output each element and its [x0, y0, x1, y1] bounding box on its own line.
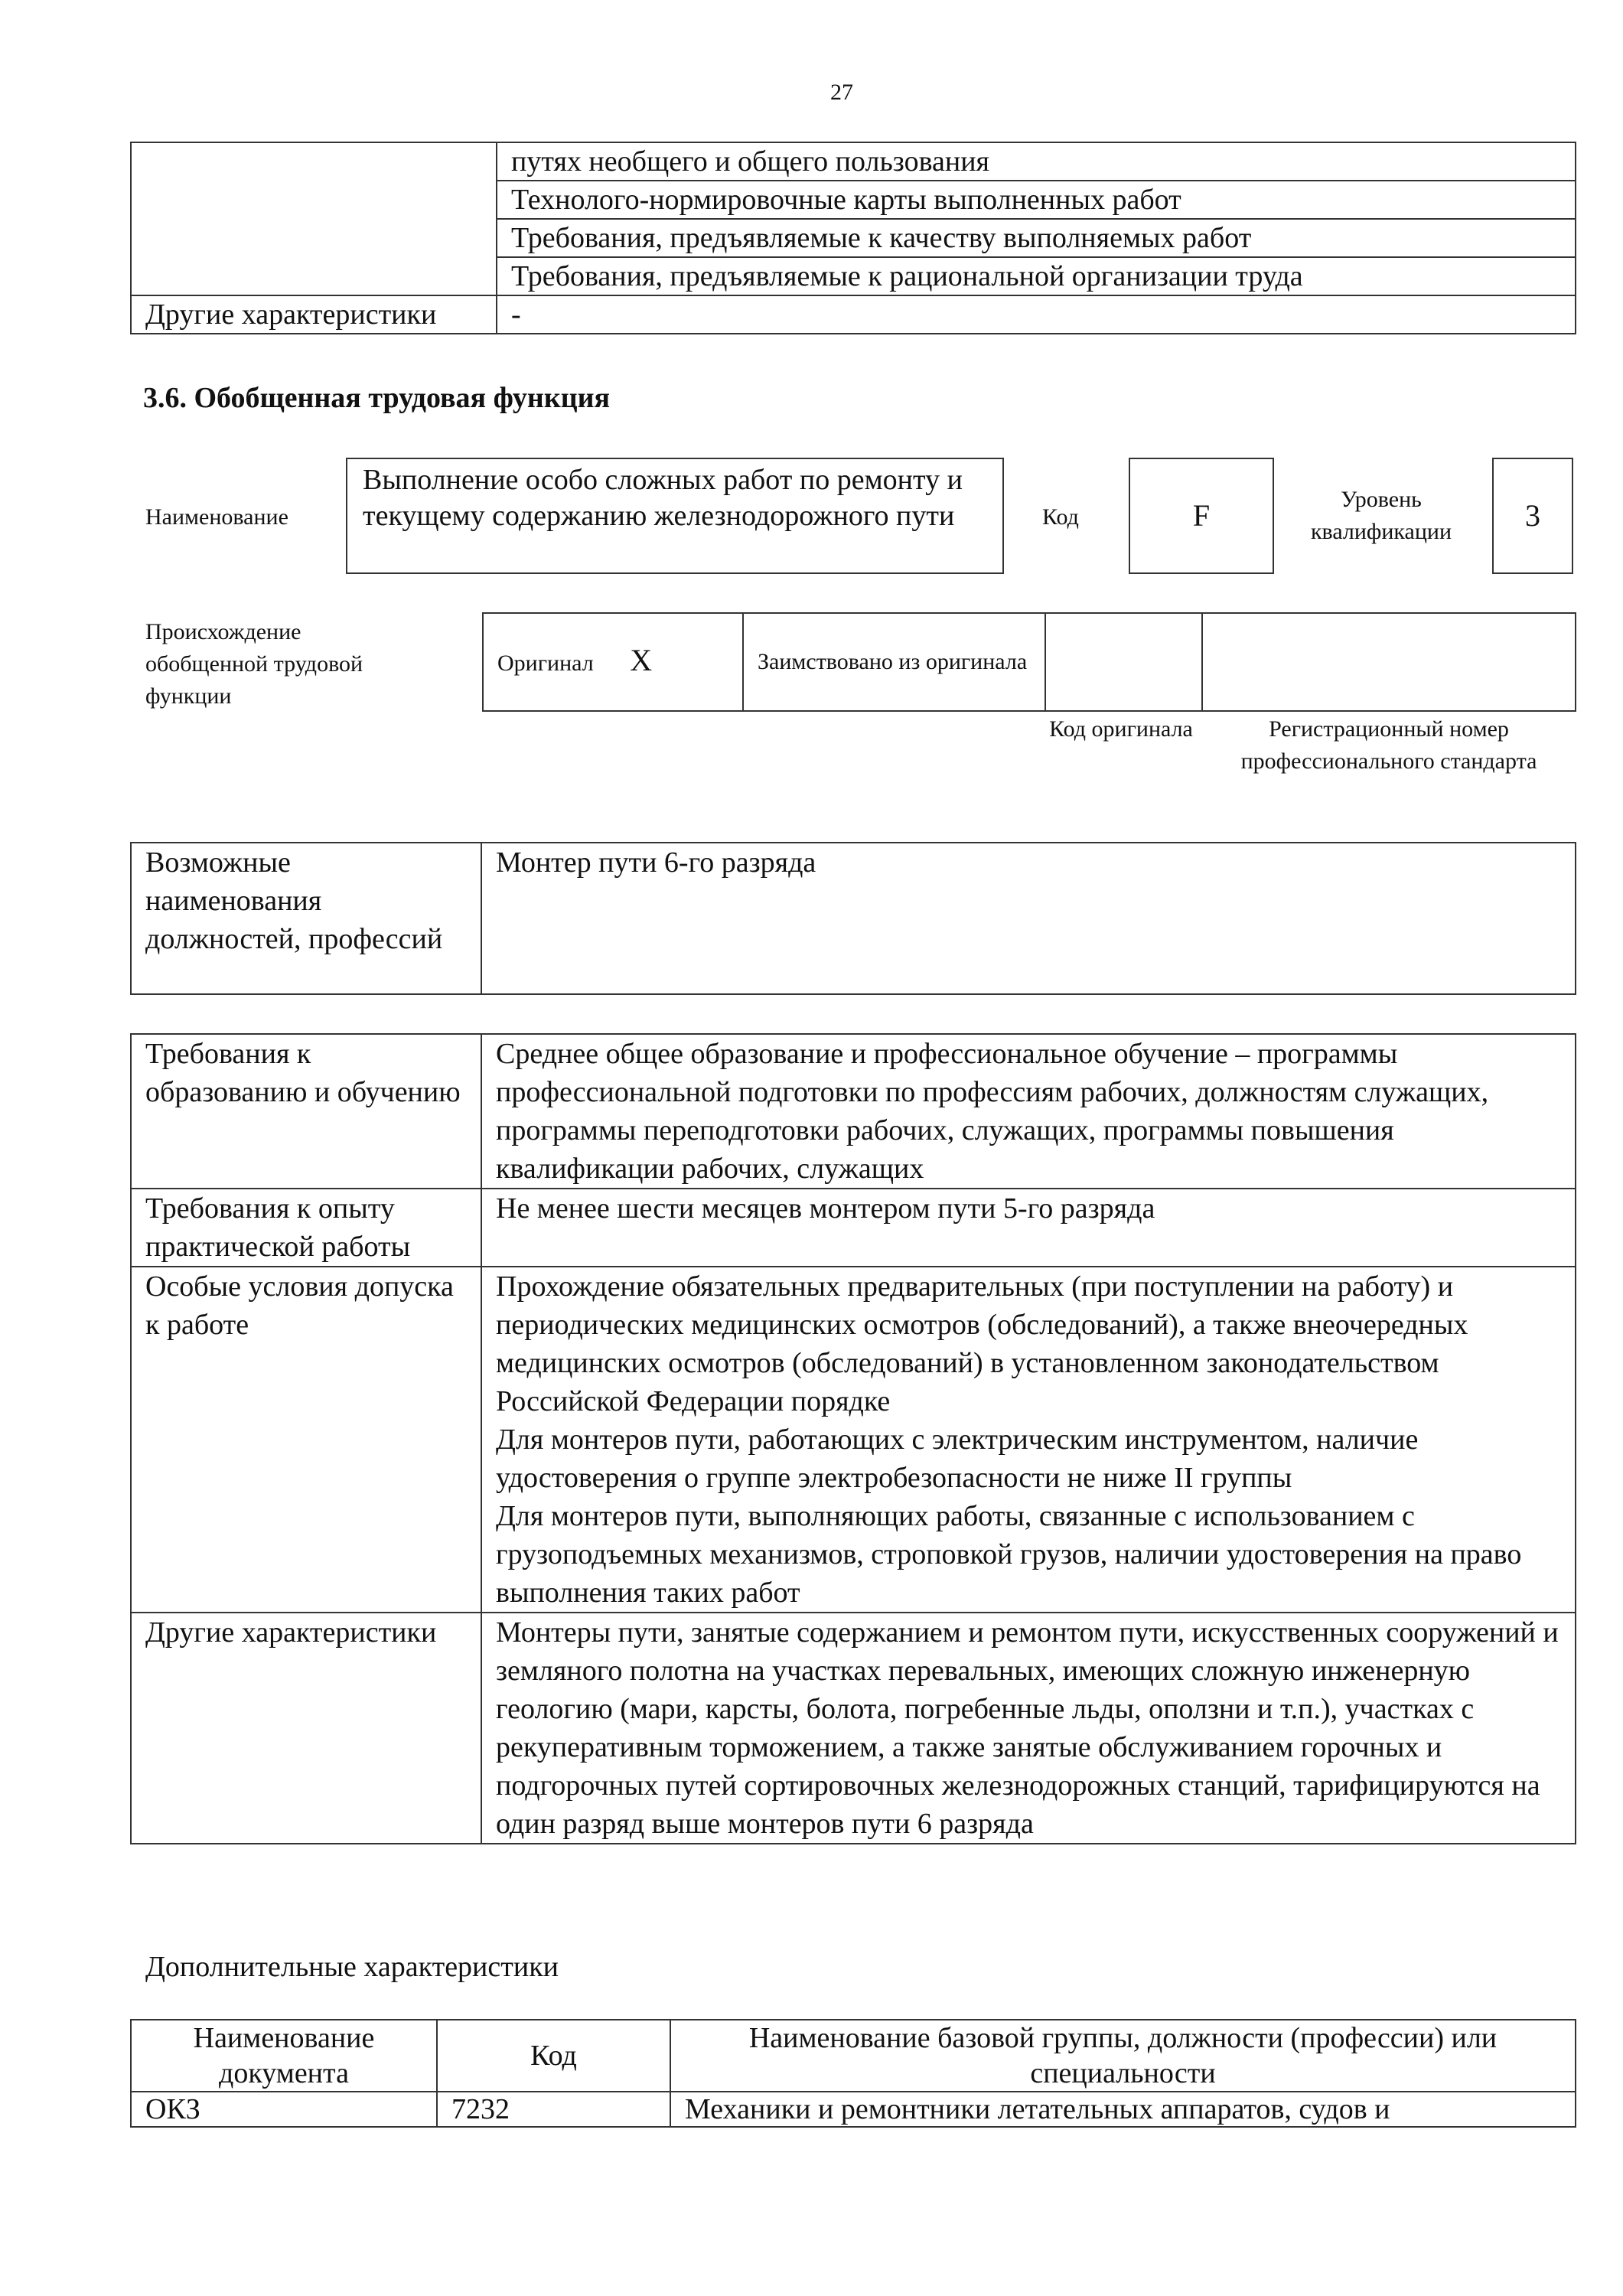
name-label: Наименование [145, 504, 288, 530]
original-code-cell [1045, 613, 1202, 711]
code-original-caption: Код оригинала [1049, 716, 1193, 742]
origin-table [482, 612, 1576, 712]
top-table-row: путях необщего и общего пользования [497, 142, 1576, 181]
additional-header-code: Код [437, 2020, 670, 2092]
admission-line: Для монтеров пути, выполняющих работы, связанные с использованием с грузоподъемных механизмов, строповкой грузов, наличии удостоверения на право выполнения таких работ [496, 1500, 1522, 1609]
name-value-box [346, 458, 1004, 574]
admission-line: Прохождение обязательных предварительных (при поступлении на работу) и периодических медицинских осмотров (обследований), а также внеочередных медицинских осмотров (обследований) в установленном законодательством Российской Федерации порядке [496, 1270, 1468, 1417]
borrowed-cell: Заимствовано из оригинала [743, 613, 1045, 711]
positions-label: Возможные наименования должностей, профессий [131, 843, 481, 994]
code-label: Код [1042, 504, 1079, 530]
additional-header-group: Наименование базовой группы, должности (профессии) или специальности [670, 2020, 1576, 2092]
admission-value [481, 1267, 1576, 1613]
level-value: 3 [1525, 498, 1540, 533]
experience-value: Не менее шести месяцев монтером пути 5-го разряда [481, 1189, 1576, 1267]
top-table-row: Требования, предъявляемые к качеству выполняемых работ [497, 219, 1576, 257]
additional-cell: 7232 [437, 2092, 670, 2127]
other-characteristics-label: Другие характеристики [131, 295, 497, 334]
additional-title: Дополнительные характеристики [145, 1951, 559, 1983]
top-table [130, 142, 1576, 334]
requirements-table [130, 1033, 1576, 1844]
origin-label: Происхождение обобщенной трудовой функции [145, 619, 363, 709]
education-label: Требования к образованию и обучению [131, 1034, 481, 1189]
additional-header-doc: Наименование документа [131, 2020, 437, 2092]
experience-label: Требования к опыту практической работы [131, 1189, 481, 1267]
additional-cell: ОКЗ [131, 2092, 437, 2127]
other-value: Монтеры пути, занятые содержанием и ремонтом пути, искусственных сооружений и земляного полотна на участках перевальных, имеющих сложную инженерную геологию (мари, карсты, болота, погребенные льды, оползни и т.п.), участках с рекуперативным торможением, а также занятые обслуживанием горочных и подгорочных путей сортировочных железнодорожных станций, тарифицируются на один разряд выше монтеров пути 6 разряда [481, 1613, 1576, 1844]
page-number: 27 [830, 80, 853, 105]
admission-label: Особые условия допуска к работе [131, 1267, 481, 1613]
other-label: Другие характеристики [131, 1613, 481, 1844]
level-label: Уровень квалификации [1310, 487, 1452, 544]
original-cell [483, 613, 743, 711]
top-table-row: Требования, предъявляемые к рациональной организации труда [497, 257, 1576, 295]
admission-line: Для монтеров пути, работающих с электрическим инструментом, наличие удостоверения о группе электробезопасности не ниже II группы [496, 1424, 1419, 1494]
top-table-row: Технолого-нормировочные карты выполненных работ [497, 181, 1576, 219]
additional-cell: Механики и ремонтники летательных аппаратов, судов и [670, 2092, 1576, 2127]
name-value: Выполнение особо сложных работ по ремонту и текущему содержанию железнодорожного пути [363, 464, 963, 532]
level-value-box [1492, 458, 1573, 574]
education-value: Среднее общее образование и профессиональное обучение – программы профессиональной подготовки по профессиям рабочих, должностям служащих, программы переподготовки рабочих, служащих, программы повышения квалификации рабочих, служащих [481, 1034, 1576, 1189]
section-title: 3.6. Обобщенная трудовая функция [143, 382, 611, 414]
positions-table [130, 842, 1576, 995]
positions-value: Монтер пути 6-го разряда [481, 843, 1576, 994]
top-table-empty-cell [131, 142, 497, 295]
code-value: F [1192, 498, 1211, 533]
registration-number-cell [1202, 613, 1576, 711]
code-value-box [1129, 458, 1274, 574]
registration-caption: Регистрационный номер профессионального стандарта [1240, 716, 1537, 774]
original-label: Оригинал [497, 651, 594, 676]
other-characteristics-value: - [497, 295, 1576, 334]
additional-table [130, 2019, 1576, 2128]
original-mark: X [630, 643, 653, 677]
